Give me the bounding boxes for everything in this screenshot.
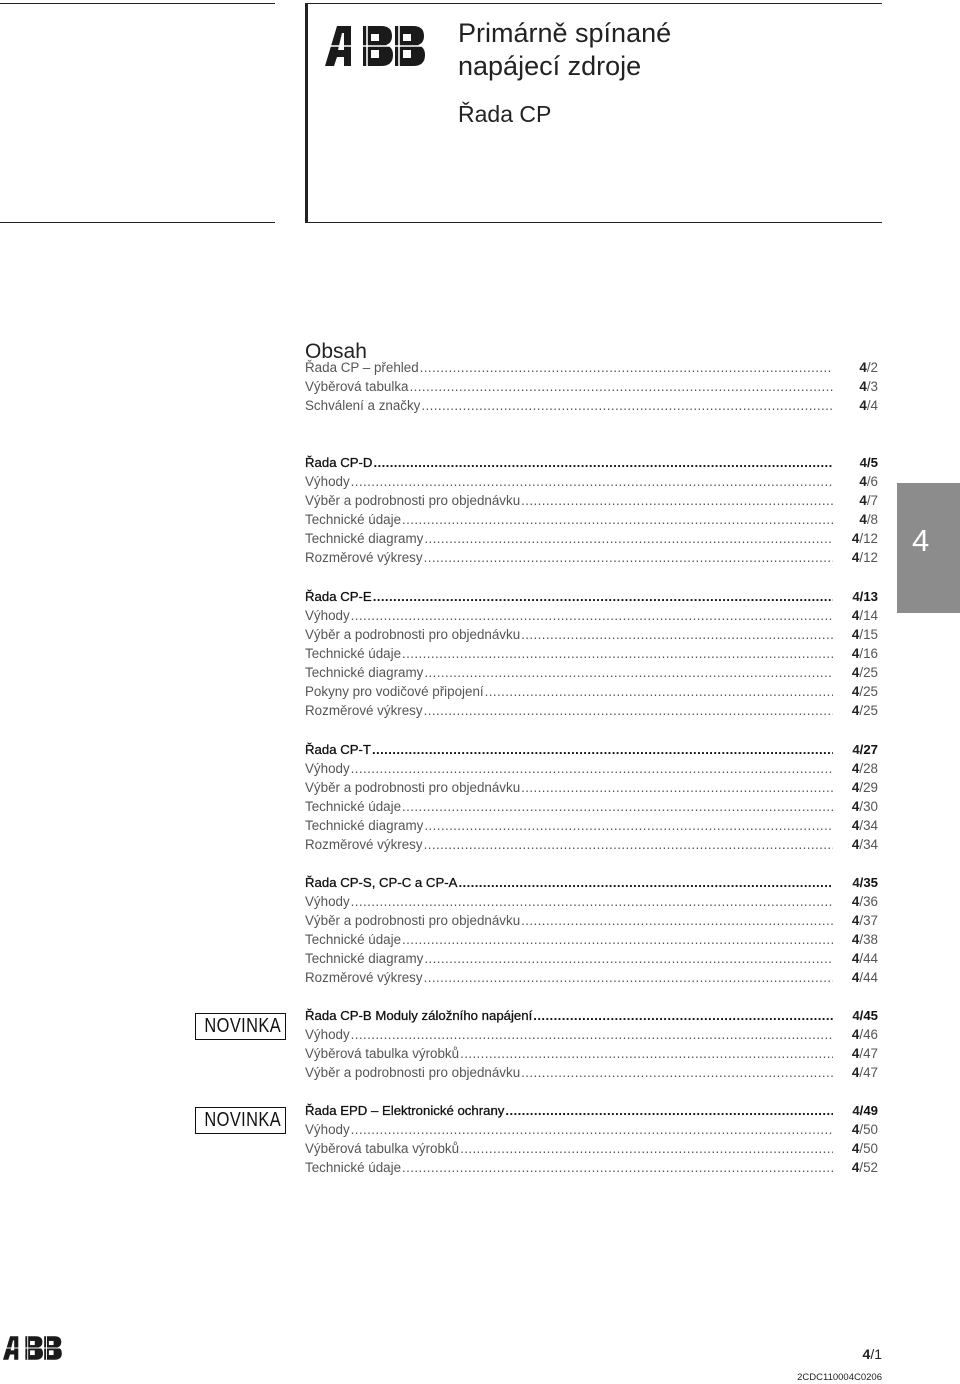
toc-entry-label: Výhody xyxy=(305,474,350,489)
toc-leader-dots xyxy=(458,873,833,892)
toc-group xyxy=(305,1006,878,1082)
toc-section-heading[interactable] xyxy=(305,587,878,606)
toc-entry-label: Technické diagramy xyxy=(305,818,424,833)
toc-page-number: 4/15 xyxy=(851,627,878,642)
toc-entry[interactable] xyxy=(305,1044,878,1063)
toc-page-number: 4/25 xyxy=(851,703,878,718)
toc-leader-dots xyxy=(505,1101,833,1120)
toc-entry-label: Rozměrové výkresy xyxy=(305,837,423,852)
toc-leader-dots xyxy=(351,472,833,491)
toc-leader-dots xyxy=(424,548,833,567)
toc-entry-label: Technické diagramy xyxy=(305,531,424,546)
toc-leader-dots xyxy=(521,1063,833,1082)
header-rule-right xyxy=(305,3,882,4)
toc-entry-label: Schválení a značky xyxy=(305,398,421,413)
toc-page-number: 4/34 xyxy=(851,837,878,852)
toc-leader-dots xyxy=(351,1120,833,1139)
abb-logo-footer xyxy=(3,1336,63,1360)
toc-leader-dots xyxy=(372,740,833,759)
toc-entry-label: Rozměrové výkresy xyxy=(305,550,423,565)
toc-entry-label: Technické údaje xyxy=(305,646,402,661)
toc-page-number: 4/44 xyxy=(851,951,878,966)
toc-leader-dots xyxy=(402,930,833,949)
toc-page-number: 4/45 xyxy=(852,1008,878,1023)
toc-entry[interactable] xyxy=(305,1158,878,1177)
toc-page-number: 4/5 xyxy=(859,455,878,470)
toc-leader-dots xyxy=(351,1025,833,1044)
toc-entry[interactable] xyxy=(305,644,878,663)
toc-entry-label: Výběr a podrobnosti pro objednávku xyxy=(305,1065,521,1080)
toc-page-number: 4/46 xyxy=(851,1027,878,1042)
toc-entry-label: Výběrová tabulka xyxy=(305,379,409,394)
toc-entry[interactable] xyxy=(305,663,878,682)
toc-page-number: 4/12 xyxy=(851,531,878,546)
toc-entry[interactable] xyxy=(305,1120,878,1139)
toc-entry[interactable] xyxy=(305,701,878,720)
toc-group xyxy=(305,1101,878,1177)
toc-page-number: 4/37 xyxy=(851,913,878,928)
toc-leader-dots xyxy=(351,759,833,778)
toc-entry-label: Řada CP-E xyxy=(305,589,372,604)
toc-leader-dots xyxy=(521,911,833,930)
toc-page-number: 4/44 xyxy=(851,970,878,985)
toc-page-number: 4/7 xyxy=(859,493,878,508)
toc-entry[interactable] xyxy=(305,396,878,415)
toc-section-heading[interactable] xyxy=(305,873,878,892)
toc-entry[interactable] xyxy=(305,472,878,491)
toc-leader-dots xyxy=(424,701,833,720)
toc-entry-label: Výběr a podrobnosti pro objednávku xyxy=(305,780,521,795)
toc-group xyxy=(305,358,878,415)
toc-group xyxy=(305,873,878,987)
toc-entry-label: Technické diagramy xyxy=(305,665,424,680)
toc-page-number: 4/2 xyxy=(859,360,878,375)
toc-leader-dots xyxy=(533,1006,833,1025)
toc-entry-label: Výběrová tabulka výrobků xyxy=(305,1141,460,1156)
toc-section-heading[interactable] xyxy=(305,1006,878,1025)
toc-entry[interactable] xyxy=(305,911,878,930)
toc-entry[interactable] xyxy=(305,968,878,987)
toc-entry[interactable] xyxy=(305,1063,878,1082)
document-subtitle: Řada CP xyxy=(458,101,552,127)
toc-leader-dots xyxy=(521,491,833,510)
toc-entry[interactable] xyxy=(305,491,878,510)
toc-leader-dots xyxy=(351,606,833,625)
toc-entry[interactable] xyxy=(305,510,878,529)
toc-page-number: 4/35 xyxy=(852,875,878,890)
toc-page-number: 4/50 xyxy=(851,1122,878,1137)
toc-page-number: 4/4 xyxy=(859,398,878,413)
toc-entry[interactable] xyxy=(305,358,878,377)
toc-entry-label: Řada CP-D xyxy=(305,455,373,470)
toc-page-number: 4/6 xyxy=(859,474,878,489)
toc-entry[interactable] xyxy=(305,759,878,778)
page-number: 4/1 xyxy=(862,1346,882,1362)
toc-leader-dots xyxy=(424,816,833,835)
toc-leader-dots xyxy=(402,510,833,529)
toc-entry[interactable] xyxy=(305,1025,878,1044)
toc-entry-label: Pokyny pro vodičové připojení xyxy=(305,684,484,699)
toc-entry[interactable] xyxy=(305,529,878,548)
toc-entry-label: Rozměrové výkresy xyxy=(305,703,423,718)
toc-leader-dots xyxy=(351,892,833,911)
toc-page-number: 4/47 xyxy=(851,1046,878,1061)
chapter-tab-number: 4 xyxy=(912,523,930,558)
toc-leader-dots xyxy=(460,1139,833,1158)
toc-page-number: 4/13 xyxy=(852,589,878,604)
toc-entry[interactable] xyxy=(305,377,878,396)
toc-page-number: 4/14 xyxy=(851,608,878,623)
toc-entry-label: Řada CP – přehled xyxy=(305,360,419,375)
toc-leader-dots xyxy=(409,377,833,396)
toc-leader-dots xyxy=(373,587,833,606)
toc-page-number: 4/25 xyxy=(851,665,878,680)
header-bottom-rule-right xyxy=(305,222,882,223)
abb-logo xyxy=(325,26,427,66)
toc-leader-dots xyxy=(420,358,833,377)
document-title-line2: napájecí zdroje xyxy=(458,51,642,81)
toc-entry-label: Technické údaje xyxy=(305,512,402,527)
toc-page-number: 4/12 xyxy=(851,550,878,565)
toc-leader-dots xyxy=(424,529,833,548)
toc-entry-label: Technické údaje xyxy=(305,799,402,814)
chapter-tab xyxy=(897,483,960,613)
toc-leader-dots xyxy=(460,1044,833,1063)
toc-page-number: 4/47 xyxy=(851,1065,878,1080)
toc-leader-dots xyxy=(521,625,833,644)
header-divider xyxy=(305,3,308,223)
new-badge: NOVINKA xyxy=(195,1013,286,1040)
toc-page-number: 4/38 xyxy=(851,932,878,947)
toc-entry[interactable] xyxy=(305,625,878,644)
toc-section-heading[interactable] xyxy=(305,740,878,759)
toc-entry-label: Řada EPD – Elektronické ochrany xyxy=(305,1103,505,1118)
toc-group xyxy=(305,587,878,720)
document-code: 2CDC110004C0206 xyxy=(797,1372,882,1383)
header-bottom-rule-left xyxy=(0,222,275,223)
toc-entry[interactable] xyxy=(305,682,878,701)
toc-entry-label: Řada CP-B Moduly záložního napájení xyxy=(305,1008,533,1023)
toc-page-number: 4/29 xyxy=(851,780,878,795)
toc-entry-label: Řada CP-T xyxy=(305,742,371,757)
header-rule-left xyxy=(0,3,275,4)
toc-entry[interactable] xyxy=(305,949,878,968)
toc-entry-label: Technické údaje xyxy=(305,1160,402,1175)
toc-entry[interactable] xyxy=(305,548,878,567)
toc-leader-dots xyxy=(521,778,833,797)
toc-leader-dots xyxy=(402,797,833,816)
toc-page-number: 4/52 xyxy=(851,1160,878,1175)
toc-section-heading[interactable] xyxy=(305,453,878,472)
document-title: Primárně spínané xyxy=(458,18,672,48)
toc-entry[interactable] xyxy=(305,892,878,911)
toc-entry[interactable] xyxy=(305,835,878,854)
toc-entry-label: Výběr a podrobnosti pro objednávku xyxy=(305,913,521,928)
toc-leader-dots xyxy=(424,968,833,987)
toc-entry-label: Výhody xyxy=(305,761,350,776)
toc-leader-dots xyxy=(424,949,833,968)
toc-leader-dots xyxy=(485,682,833,701)
toc-page-number: 4/50 xyxy=(851,1141,878,1156)
toc-entry-label: Výběrová tabulka výrobků xyxy=(305,1046,460,1061)
toc-leader-dots xyxy=(402,1158,833,1177)
toc-entry[interactable] xyxy=(305,1139,878,1158)
toc-entry[interactable] xyxy=(305,930,878,949)
toc-page-number: 4/30 xyxy=(851,799,878,814)
toc-entry-label: Rozměrové výkresy xyxy=(305,970,423,985)
toc-leader-dots xyxy=(424,663,833,682)
toc-page-number: 4/25 xyxy=(851,684,878,699)
toc-leader-dots xyxy=(373,453,833,472)
toc-page-number: 4/8 xyxy=(859,512,878,527)
toc-page-number: 4/3 xyxy=(859,379,878,394)
toc-entry-label: Výhody xyxy=(305,608,350,623)
toc-page-number: 4/16 xyxy=(851,646,878,661)
new-badge: NOVINKA xyxy=(195,1107,286,1134)
toc-leader-dots xyxy=(421,396,833,415)
toc-page-number: 4/49 xyxy=(852,1103,878,1118)
toc-entry[interactable] xyxy=(305,606,878,625)
toc-heading: Obsah xyxy=(305,340,367,363)
toc-leader-dots xyxy=(402,644,833,663)
toc-entry-label: Řada CP-S, CP-C a CP-A xyxy=(305,875,458,890)
toc-entry[interactable] xyxy=(305,797,878,816)
toc-entry-label: Výhody xyxy=(305,894,350,909)
toc-section-heading[interactable] xyxy=(305,1101,878,1120)
toc-group xyxy=(305,740,878,854)
toc-entry-label: Výběr a podrobnosti pro objednávku xyxy=(305,627,521,642)
toc-entry-label: Výhody xyxy=(305,1027,350,1042)
toc-entry-label: Výběr a podrobnosti pro objednávku xyxy=(305,493,521,508)
toc-entry[interactable] xyxy=(305,816,878,835)
toc-page-number: 4/28 xyxy=(851,761,878,776)
toc-group xyxy=(305,453,878,567)
toc-page-number: 4/34 xyxy=(851,818,878,833)
toc-entry-label: Technické diagramy xyxy=(305,951,424,966)
toc-leader-dots xyxy=(424,835,833,854)
toc-page-number: 4/36 xyxy=(851,894,878,909)
toc-entry-label: Technické údaje xyxy=(305,932,402,947)
toc-page-number: 4/27 xyxy=(852,742,878,757)
toc-entry[interactable] xyxy=(305,778,878,797)
toc-entry-label: Výhody xyxy=(305,1122,350,1137)
